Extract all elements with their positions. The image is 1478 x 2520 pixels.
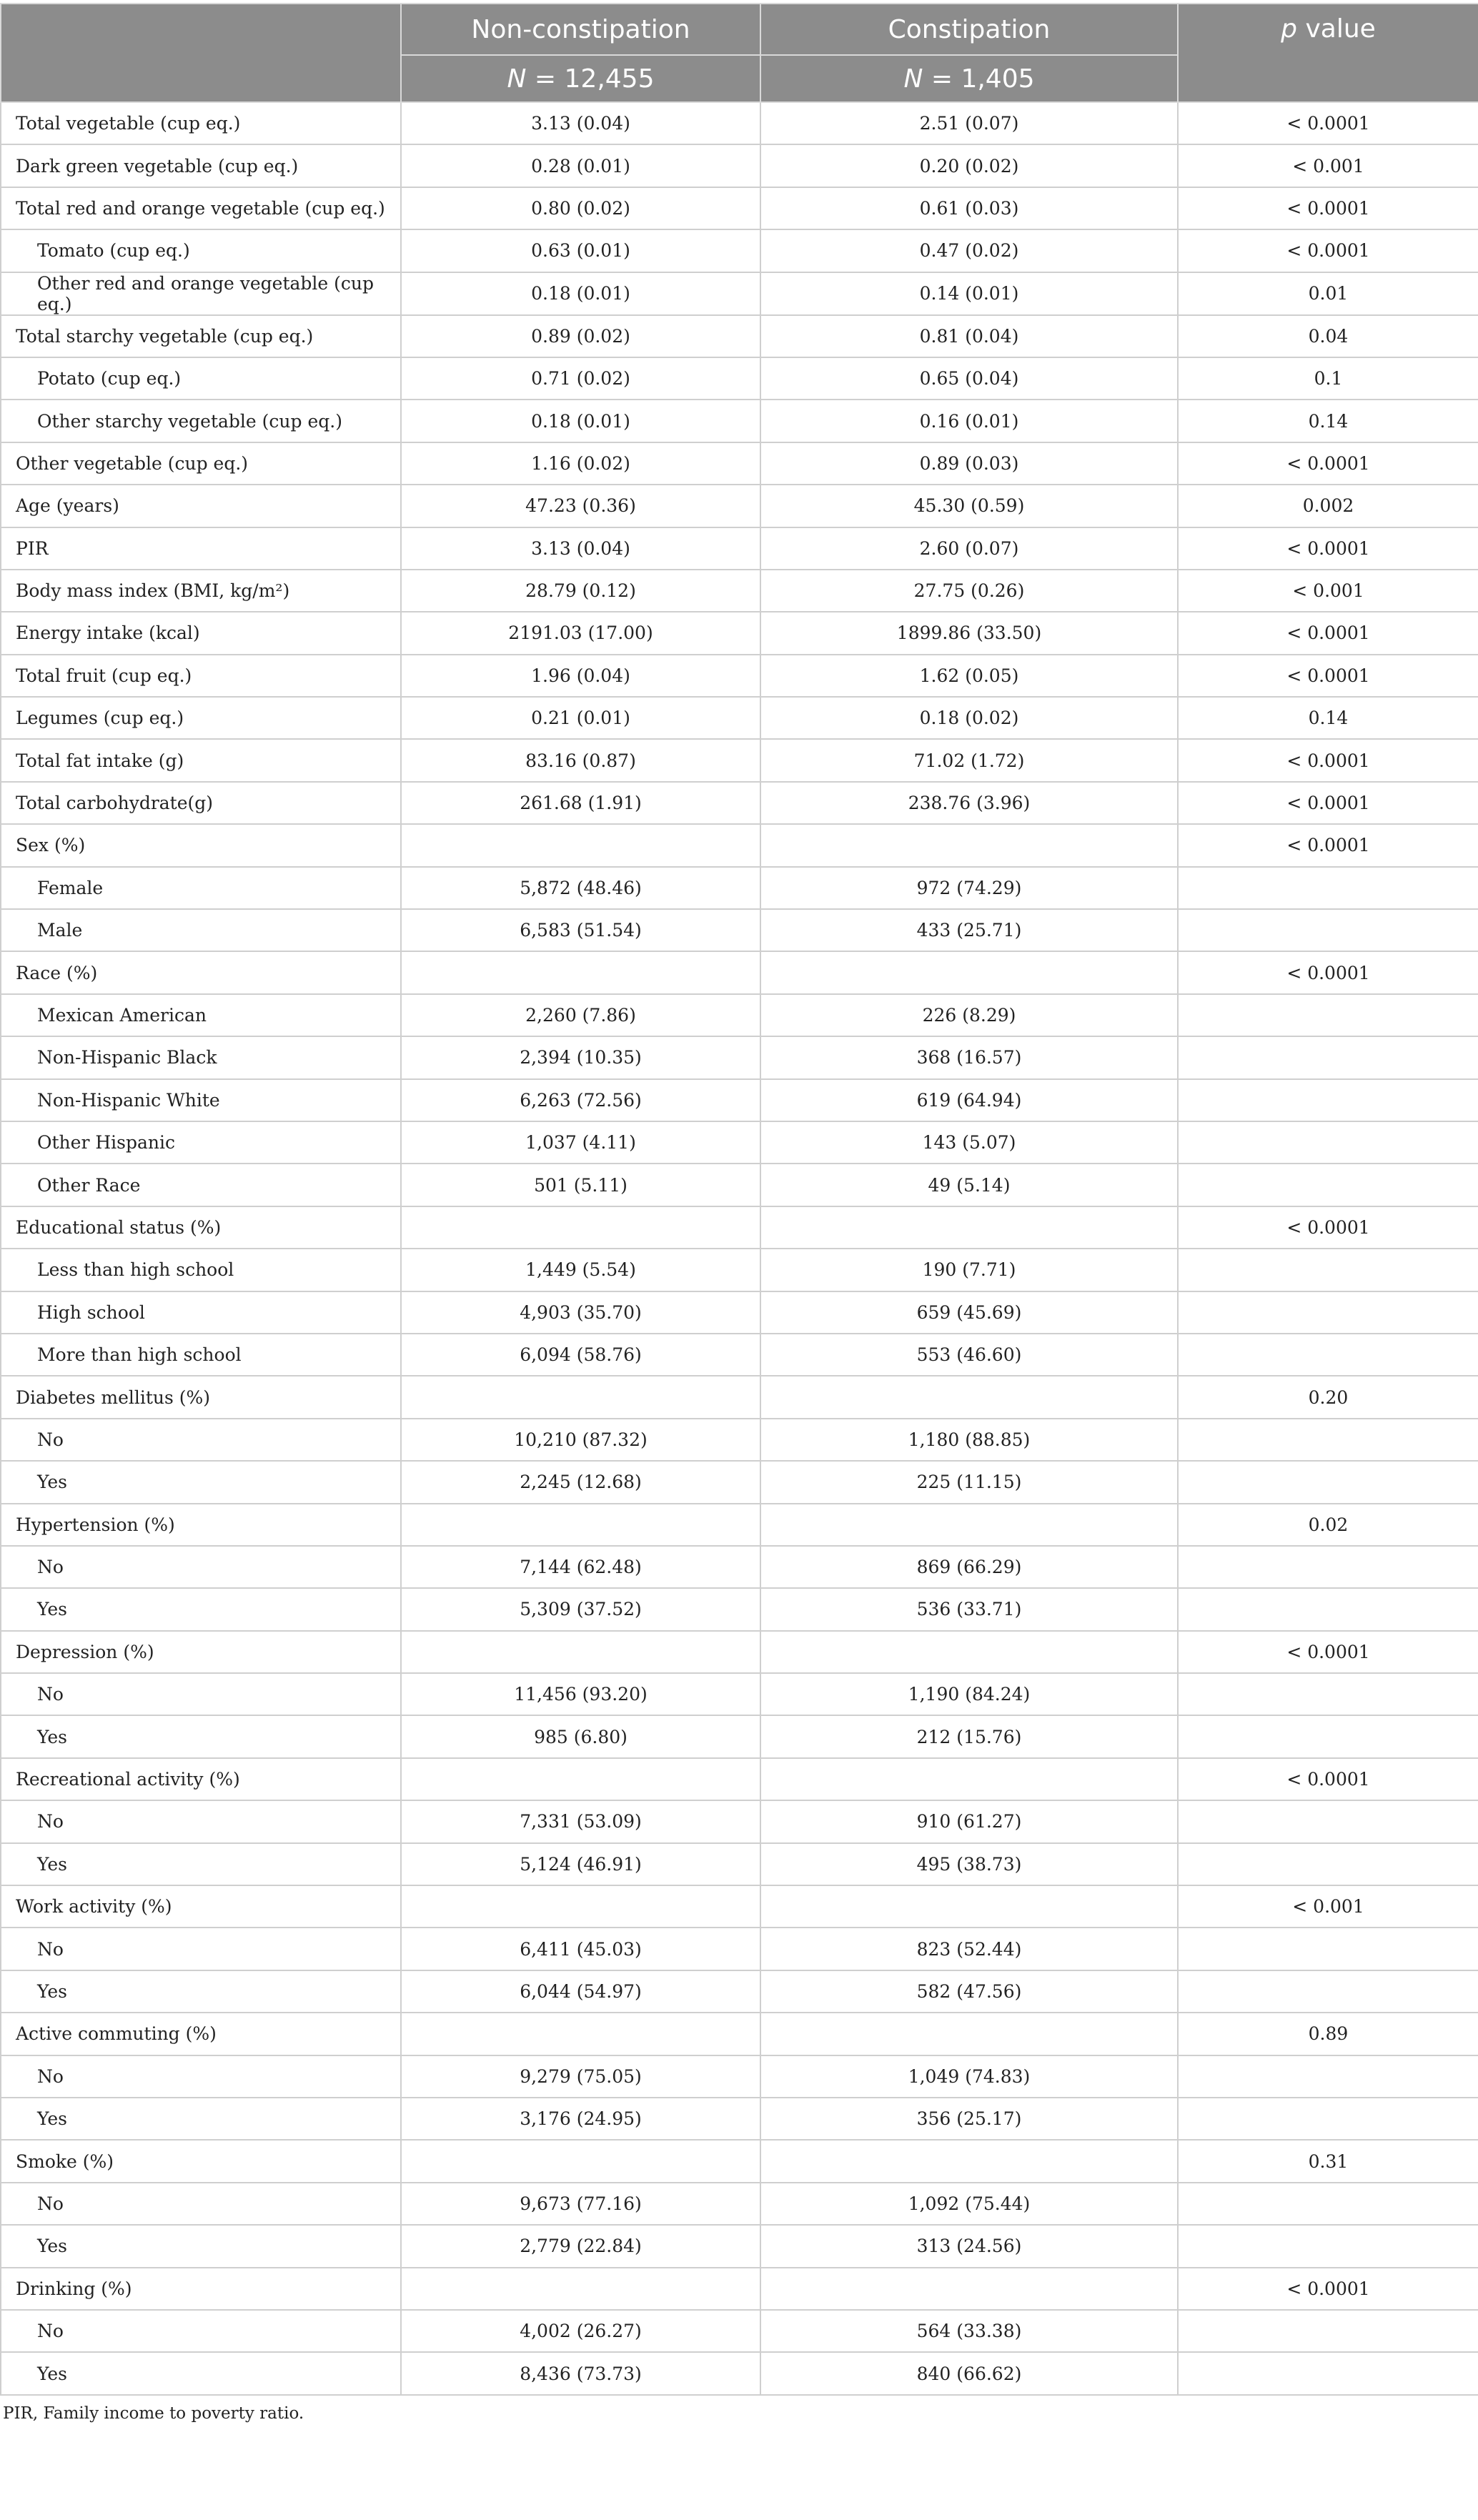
table-row: [1, 527, 1478, 570]
non-constipation-value: [401, 824, 760, 866]
constipation-value: 536 (33.71): [760, 1588, 1178, 1630]
non-constipation-value: 3,176 (24.95): [401, 2098, 760, 2140]
constipation-value: 1,049 (74.83): [760, 2055, 1178, 2098]
non-constipation-value: 28.79 (0.12): [401, 570, 760, 612]
row-label: PIR: [1, 527, 401, 570]
table-row: [1, 1164, 1478, 1206]
table-row: [1, 2310, 1478, 2352]
p-value: [1178, 1249, 1478, 1291]
table-row: [1, 909, 1478, 951]
constipation-value: 0.81 (0.04): [760, 315, 1178, 357]
constipation-value: 910 (61.27): [760, 1800, 1178, 1842]
non-constipation-value: 2,779 (22.84): [401, 2225, 760, 2267]
n-value: = 12,455: [526, 64, 655, 94]
table-row: [1, 1588, 1478, 1630]
row-label: Yes: [1, 1843, 401, 1885]
constipation-value: 1.62 (0.05): [760, 655, 1178, 697]
row-label: Recreational activity (%): [1, 1758, 401, 1800]
p-value: < 0.0001: [1178, 612, 1478, 654]
table-row: [1, 1800, 1478, 1842]
row-label: No: [1, 1928, 401, 1970]
data-table: [0, 3, 1478, 2396]
table-row: [1, 2225, 1478, 2267]
non-constipation-value: [401, 1758, 760, 1800]
constipation-value: 238.76 (3.96): [760, 782, 1178, 824]
non-constipation-value: 0.21 (0.01): [401, 697, 760, 739]
constipation-value: 823 (52.44): [760, 1928, 1178, 1970]
row-label: Non-Hispanic Black: [1, 1036, 401, 1078]
non-constipation-value: 83.16 (0.87): [401, 739, 760, 781]
header-n-constipation: [760, 55, 1178, 102]
non-constipation-value: 0.18 (0.01): [401, 400, 760, 442]
table-row: [1, 1504, 1478, 1546]
row-label: Non-Hispanic White: [1, 1079, 401, 1121]
constipation-value: 433 (25.71): [760, 909, 1178, 951]
header-p-italic: p: [1281, 14, 1298, 44]
table-row: [1, 2268, 1478, 2310]
row-label: Yes: [1, 2225, 401, 2267]
non-constipation-value: 11,456 (93.20): [401, 1673, 760, 1715]
row-label: Diabetes mellitus (%): [1, 1376, 401, 1418]
p-value: [1178, 1928, 1478, 1970]
row-label: Dark green vegetable (cup eq.): [1, 144, 401, 187]
non-constipation-value: 6,263 (72.56): [401, 1079, 760, 1121]
p-value: [1178, 1546, 1478, 1588]
table-row: [1, 144, 1478, 187]
row-label: Hypertension (%): [1, 1504, 401, 1546]
table-row: [1, 272, 1478, 315]
constipation-value: 0.65 (0.04): [760, 357, 1178, 400]
row-label: Drinking (%): [1, 2268, 401, 2310]
row-label: Yes: [1, 2098, 401, 2140]
constipation-value: 869 (66.29): [760, 1546, 1178, 1588]
p-value: 0.1: [1178, 357, 1478, 400]
table-row: [1, 994, 1478, 1036]
p-value: [1178, 2183, 1478, 2225]
p-value: 0.31: [1178, 2140, 1478, 2182]
non-constipation-value: 7,144 (62.48): [401, 1546, 760, 1588]
non-constipation-value: 6,411 (45.03): [401, 1928, 760, 1970]
row-label: Total carbohydrate(g): [1, 782, 401, 824]
constipation-value: [760, 824, 1178, 866]
row-label: Race (%): [1, 951, 401, 993]
p-value: < 0.0001: [1178, 1206, 1478, 1249]
p-value: < 0.0001: [1178, 1631, 1478, 1673]
footnote: PIR, Family income to poverty ratio.: [3, 2404, 304, 2423]
row-label: Total fruit (cup eq.): [1, 655, 401, 697]
constipation-value: 0.18 (0.02): [760, 697, 1178, 739]
non-constipation-value: 5,309 (37.52): [401, 1588, 760, 1630]
constipation-value: 553 (46.60): [760, 1334, 1178, 1376]
table-row: [1, 739, 1478, 781]
p-value: 0.02: [1178, 1504, 1478, 1546]
row-label: Total vegetable (cup eq.): [1, 102, 401, 144]
row-label: Other Hispanic: [1, 1121, 401, 1164]
non-constipation-value: 1,449 (5.54): [401, 1249, 760, 1291]
table-row: [1, 951, 1478, 993]
row-label: Age (years): [1, 485, 401, 527]
constipation-value: 71.02 (1.72): [760, 739, 1178, 781]
p-value: [1178, 1334, 1478, 1376]
row-label: Work activity (%): [1, 1885, 401, 1928]
constipation-value: 190 (7.71): [760, 1249, 1178, 1291]
row-label: Tomato (cup eq.): [1, 229, 401, 272]
table-row: [1, 1673, 1478, 1715]
p-value: [1178, 1715, 1478, 1757]
non-constipation-value: 3.13 (0.04): [401, 102, 760, 144]
constipation-value: 1,180 (88.85): [760, 1419, 1178, 1461]
table-row: [1, 2140, 1478, 2182]
p-value: < 0.0001: [1178, 229, 1478, 272]
non-constipation-value: 47.23 (0.36): [401, 485, 760, 527]
table-row: [1, 2352, 1478, 2394]
row-label: Less than high school: [1, 1249, 401, 1291]
row-label: Sex (%): [1, 824, 401, 866]
table-row: [1, 1334, 1478, 1376]
table-row: [1, 697, 1478, 739]
table-row: [1, 229, 1478, 272]
row-label: No: [1, 1800, 401, 1842]
constipation-value: 1,092 (75.44): [760, 2183, 1178, 2225]
p-value: [1178, 2225, 1478, 2267]
constipation-value: 0.16 (0.01): [760, 400, 1178, 442]
constipation-value: [760, 1504, 1178, 1546]
n-symbol: N: [507, 64, 527, 94]
constipation-value: 0.61 (0.03): [760, 187, 1178, 229]
row-label: Potato (cup eq.): [1, 357, 401, 400]
constipation-value: 226 (8.29): [760, 994, 1178, 1036]
row-label: No: [1, 1673, 401, 1715]
p-value: [1178, 1036, 1478, 1078]
constipation-value: 2.60 (0.07): [760, 527, 1178, 570]
p-value: [1178, 994, 1478, 1036]
non-constipation-value: 10,210 (87.32): [401, 1419, 760, 1461]
non-constipation-value: 1,037 (4.11): [401, 1121, 760, 1164]
constipation-value: [760, 951, 1178, 993]
non-constipation-value: 2,394 (10.35): [401, 1036, 760, 1078]
p-value: < 0.0001: [1178, 655, 1478, 697]
table-row: [1, 187, 1478, 229]
non-constipation-value: 5,872 (48.46): [401, 867, 760, 909]
non-constipation-value: 0.71 (0.02): [401, 357, 760, 400]
non-constipation-value: 985 (6.80): [401, 1715, 760, 1757]
row-label: No: [1, 1546, 401, 1588]
p-value: < 0.0001: [1178, 782, 1478, 824]
header-row-1: [1, 4, 1478, 55]
row-label: Other starchy vegetable (cup eq.): [1, 400, 401, 442]
constipation-value: 27.75 (0.26): [760, 570, 1178, 612]
non-constipation-value: 4,002 (26.27): [401, 2310, 760, 2352]
non-constipation-value: [401, 1631, 760, 1673]
header-p-rest: value: [1297, 14, 1376, 44]
table-row: [1, 2098, 1478, 2140]
constipation-value: 49 (5.14): [760, 1164, 1178, 1206]
p-value: [1178, 2352, 1478, 2394]
non-constipation-value: 1.16 (0.02): [401, 442, 760, 485]
p-value: [1178, 2098, 1478, 2140]
constipation-value: 619 (64.94): [760, 1079, 1178, 1121]
constipation-value: [760, 2013, 1178, 2055]
constipation-value: 582 (47.56): [760, 1970, 1178, 2013]
p-value: [1178, 1461, 1478, 1503]
non-constipation-value: 6,044 (54.97): [401, 1970, 760, 2013]
table-row: [1, 1970, 1478, 2013]
header-non-constipation: Non-constipation: [401, 4, 760, 55]
table-header: [1, 4, 1478, 102]
table-row: [1, 442, 1478, 485]
table-row: [1, 2055, 1478, 2098]
constipation-value: 659 (45.69): [760, 1291, 1178, 1334]
table-row: [1, 357, 1478, 400]
p-value: 0.20: [1178, 1376, 1478, 1418]
table-row: [1, 400, 1478, 442]
non-constipation-value: [401, 2140, 760, 2182]
p-value: 0.01: [1178, 272, 1478, 315]
row-label: Smoke (%): [1, 2140, 401, 2182]
table-row: [1, 824, 1478, 866]
n-value: = 1,405: [923, 64, 1035, 94]
row-label: Yes: [1, 1715, 401, 1757]
constipation-value: 1,190 (84.24): [760, 1673, 1178, 1715]
non-constipation-value: 0.28 (0.01): [401, 144, 760, 187]
row-label: No: [1, 2310, 401, 2352]
p-value: < 0.001: [1178, 570, 1478, 612]
non-constipation-value: 2191.03 (17.00): [401, 612, 760, 654]
constipation-value: 225 (11.15): [760, 1461, 1178, 1503]
non-constipation-value: [401, 951, 760, 993]
non-constipation-value: 0.80 (0.02): [401, 187, 760, 229]
table-row: [1, 1631, 1478, 1673]
table-body: [1, 102, 1478, 2395]
table-row: [1, 315, 1478, 357]
p-value: < 0.0001: [1178, 824, 1478, 866]
non-constipation-value: [401, 2268, 760, 2310]
p-value: 0.04: [1178, 315, 1478, 357]
constipation-value: 972 (74.29): [760, 867, 1178, 909]
non-constipation-value: [401, 1885, 760, 1928]
p-value: [1178, 1291, 1478, 1334]
non-constipation-value: 261.68 (1.91): [401, 782, 760, 824]
table-row: [1, 570, 1478, 612]
non-constipation-value: 6,583 (51.54): [401, 909, 760, 951]
p-value: < 0.001: [1178, 1885, 1478, 1928]
table-row: [1, 1036, 1478, 1078]
row-label: Energy intake (kcal): [1, 612, 401, 654]
constipation-value: 45.30 (0.59): [760, 485, 1178, 527]
row-label: Yes: [1, 1588, 401, 1630]
p-value: [1178, 2055, 1478, 2098]
row-label: Other vegetable (cup eq.): [1, 442, 401, 485]
row-label: No: [1, 2055, 401, 2098]
p-value: [1178, 2310, 1478, 2352]
row-label: Other Race: [1, 1164, 401, 1206]
row-label: Legumes (cup eq.): [1, 697, 401, 739]
constipation-value: [760, 1631, 1178, 1673]
constipation-value: 313 (24.56): [760, 2225, 1178, 2267]
non-constipation-value: 2,245 (12.68): [401, 1461, 760, 1503]
table-row: [1, 1376, 1478, 1418]
table-row: [1, 1758, 1478, 1800]
p-value: [1178, 1164, 1478, 1206]
p-value: [1178, 1970, 1478, 2013]
table-row: [1, 1461, 1478, 1503]
non-constipation-value: 9,279 (75.05): [401, 2055, 760, 2098]
constipation-value: 0.14 (0.01): [760, 272, 1178, 315]
p-value: [1178, 909, 1478, 951]
table-row: [1, 1206, 1478, 1249]
header-blank-cell: [1, 4, 401, 102]
table-row: [1, 1419, 1478, 1461]
constipation-value: 212 (15.76): [760, 1715, 1178, 1757]
constipation-value: 356 (25.17): [760, 2098, 1178, 2140]
constipation-value: [760, 1206, 1178, 1249]
constipation-value: 0.20 (0.02): [760, 144, 1178, 187]
non-constipation-value: 1.96 (0.04): [401, 655, 760, 697]
non-constipation-value: 0.89 (0.02): [401, 315, 760, 357]
table-row: [1, 1121, 1478, 1164]
constipation-value: [760, 1376, 1178, 1418]
non-constipation-value: 9,673 (77.16): [401, 2183, 760, 2225]
row-label: Male: [1, 909, 401, 951]
p-value: 0.002: [1178, 485, 1478, 527]
p-value: [1178, 1419, 1478, 1461]
header-constipation: Constipation: [760, 4, 1178, 55]
table-row: [1, 1715, 1478, 1757]
row-label: Total starchy vegetable (cup eq.): [1, 315, 401, 357]
table-row: [1, 1249, 1478, 1291]
n-symbol: N: [903, 64, 923, 94]
non-constipation-value: 8,436 (73.73): [401, 2352, 760, 2394]
row-label: Body mass index (BMI, kg/m²): [1, 570, 401, 612]
p-value: < 0.0001: [1178, 1758, 1478, 1800]
table-row: [1, 102, 1478, 144]
row-label: Active commuting (%): [1, 2013, 401, 2055]
constipation-value: 143 (5.07): [760, 1121, 1178, 1164]
p-value: [1178, 1588, 1478, 1630]
table-row: [1, 1079, 1478, 1121]
p-value: 0.89: [1178, 2013, 1478, 2055]
p-value: [1178, 1673, 1478, 1715]
p-value: [1178, 1800, 1478, 1842]
header-n-non-constipation: [401, 55, 760, 102]
constipation-value: 0.89 (0.03): [760, 442, 1178, 485]
non-constipation-value: 2,260 (7.86): [401, 994, 760, 1036]
non-constipation-value: 7,331 (53.09): [401, 1800, 760, 1842]
p-value: [1178, 1121, 1478, 1164]
constipation-value: 495 (38.73): [760, 1843, 1178, 1885]
row-label: Yes: [1, 1970, 401, 2013]
p-value: [1178, 867, 1478, 909]
non-constipation-value: [401, 1504, 760, 1546]
non-constipation-value: 4,903 (35.70): [401, 1291, 760, 1334]
table-row: [1, 867, 1478, 909]
p-value: < 0.0001: [1178, 442, 1478, 485]
p-value: [1178, 1079, 1478, 1121]
non-constipation-value: [401, 1206, 760, 1249]
p-value: < 0.0001: [1178, 187, 1478, 229]
p-value: < 0.0001: [1178, 951, 1478, 993]
row-label: Yes: [1, 1461, 401, 1503]
non-constipation-value: [401, 1376, 760, 1418]
table-row: [1, 655, 1478, 697]
non-constipation-value: 5,124 (46.91): [401, 1843, 760, 1885]
row-label: Other red and orange vegetable (cup eq.): [1, 272, 401, 315]
non-constipation-value: 3.13 (0.04): [401, 527, 760, 570]
table-container: [0, 3, 1478, 2423]
row-label: Depression (%): [1, 1631, 401, 1673]
non-constipation-value: 501 (5.11): [401, 1164, 760, 1206]
row-label: Total red and orange vegetable (cup eq.): [1, 187, 401, 229]
p-value: < 0.0001: [1178, 527, 1478, 570]
constipation-value: 0.47 (0.02): [760, 229, 1178, 272]
table-row: [1, 485, 1478, 527]
row-label: No: [1, 2183, 401, 2225]
non-constipation-value: 0.18 (0.01): [401, 272, 760, 315]
constipation-value: 368 (16.57): [760, 1036, 1178, 1078]
row-label: No: [1, 1419, 401, 1461]
p-value: < 0.0001: [1178, 102, 1478, 144]
row-label: Female: [1, 867, 401, 909]
constipation-value: 564 (33.38): [760, 2310, 1178, 2352]
table-row: [1, 1546, 1478, 1588]
row-label: Total fat intake (g): [1, 739, 401, 781]
table-row: [1, 1885, 1478, 1928]
constipation-value: 2.51 (0.07): [760, 102, 1178, 144]
non-constipation-value: 6,094 (58.76): [401, 1334, 760, 1376]
p-value: < 0.001: [1178, 144, 1478, 187]
constipation-value: 840 (66.62): [760, 2352, 1178, 2394]
p-value: [1178, 1843, 1478, 1885]
row-label: High school: [1, 1291, 401, 1334]
header-p-value: [1178, 4, 1478, 102]
row-label: Yes: [1, 2352, 401, 2394]
constipation-value: [760, 1885, 1178, 1928]
table-row: [1, 2183, 1478, 2225]
table-row: [1, 782, 1478, 824]
constipation-value: [760, 2268, 1178, 2310]
p-value: 0.14: [1178, 400, 1478, 442]
table-row: [1, 612, 1478, 654]
table-row: [1, 1291, 1478, 1334]
table-row: [1, 1928, 1478, 1970]
p-value: < 0.0001: [1178, 2268, 1478, 2310]
p-value: 0.14: [1178, 697, 1478, 739]
non-constipation-value: [401, 2013, 760, 2055]
row-label: Educational status (%): [1, 1206, 401, 1249]
constipation-value: [760, 1758, 1178, 1800]
row-label: More than high school: [1, 1334, 401, 1376]
constipation-value: 1899.86 (33.50): [760, 612, 1178, 654]
table-row: [1, 1843, 1478, 1885]
non-constipation-value: 0.63 (0.01): [401, 229, 760, 272]
p-value: < 0.0001: [1178, 739, 1478, 781]
constipation-value: [760, 2140, 1178, 2182]
row-label: Mexican American: [1, 994, 401, 1036]
table-row: [1, 2013, 1478, 2055]
